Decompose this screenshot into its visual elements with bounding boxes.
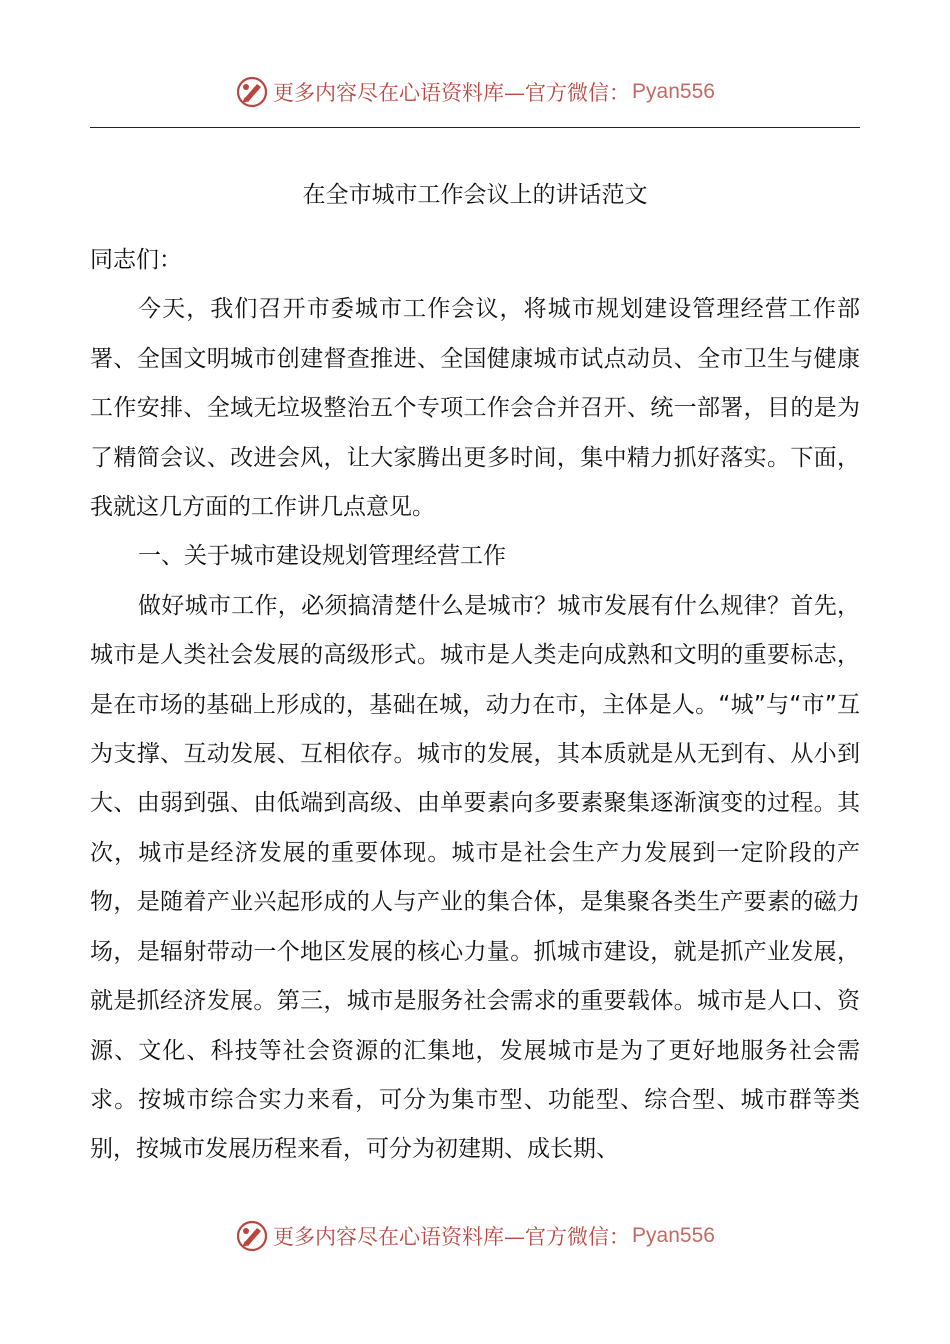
footer-banner-text: 更多内容尽在心语资料库—官方微信： — [273, 1225, 631, 1249]
section-heading: 一、关于城市建设规划管理经营工作 — [138, 543, 506, 570]
footer-banner — [0, 1216, 950, 1256]
header-wechat-id: Pyan556 — [632, 80, 715, 103]
salutation: 同志们： — [90, 247, 182, 273]
header-divider — [90, 127, 860, 128]
document-title: 在全市城市工作会议上的讲话范文 — [302, 182, 648, 208]
header-banner — [0, 72, 950, 112]
document-body — [90, 236, 860, 1175]
paragraph-intro: 今天，我们召开市委城市工作会议，将城市规划建设管理经营工作部署、全国文明城市创建督查推进、全国健康城市试点动员、全市卫生与健康工作安排、全域无垃圾整治五个专项工作会合并召开、统一部署，目的是为了精简会议、改进会风，让大家腾出更多时间，集中精力抓好落实。下面，我就这几方面的工作讲几点意见。 — [90, 296, 860, 521]
header-banner-text: 更多内容尽在心语资料库—官方微信： — [273, 81, 631, 105]
pen-logo-icon — [235, 75, 269, 109]
paragraph-city-work: 做好城市工作，必须搞清楚什么是城市？城市发展有什么规律？首先，城市是人类社会发展的高级形式。城市是人类走向成熟和文明的重要标志，是在市场的基础上形成的，基础在城，动力在市，主体是人。“城”与“市”互为支撑、互动发展、互相依存。城市的发展，其本质就是从无到有、从小到大、由弱到强、由低端到高级、由单要素向多要素聚集逐渐演变的过程。其次，城市是经济发展的重要体现。城市是社会生产力发展到一定阶段的产物，是随着产业兴起形成的人与产业的集合体，是集聚各类生产要素的磁力场，是辐射带动一个地区发展的核心力量。抓城市建设，就是抓产业发展，就是抓经济发展。第三，城市是服务社会需求的重要载体。城市是人口、资源、文化、科技等社会资源的汇集地，发展城市是为了更好地服务社会需求。按城市综合实力来看，可分为集市型、功能型、综合型、城市群等类别，按城市发展历程来看，可分为初建期、成长期、 — [90, 592, 860, 1163]
pen-logo-icon — [235, 1219, 269, 1253]
footer-wechat-id: Pyan556 — [632, 1224, 715, 1247]
